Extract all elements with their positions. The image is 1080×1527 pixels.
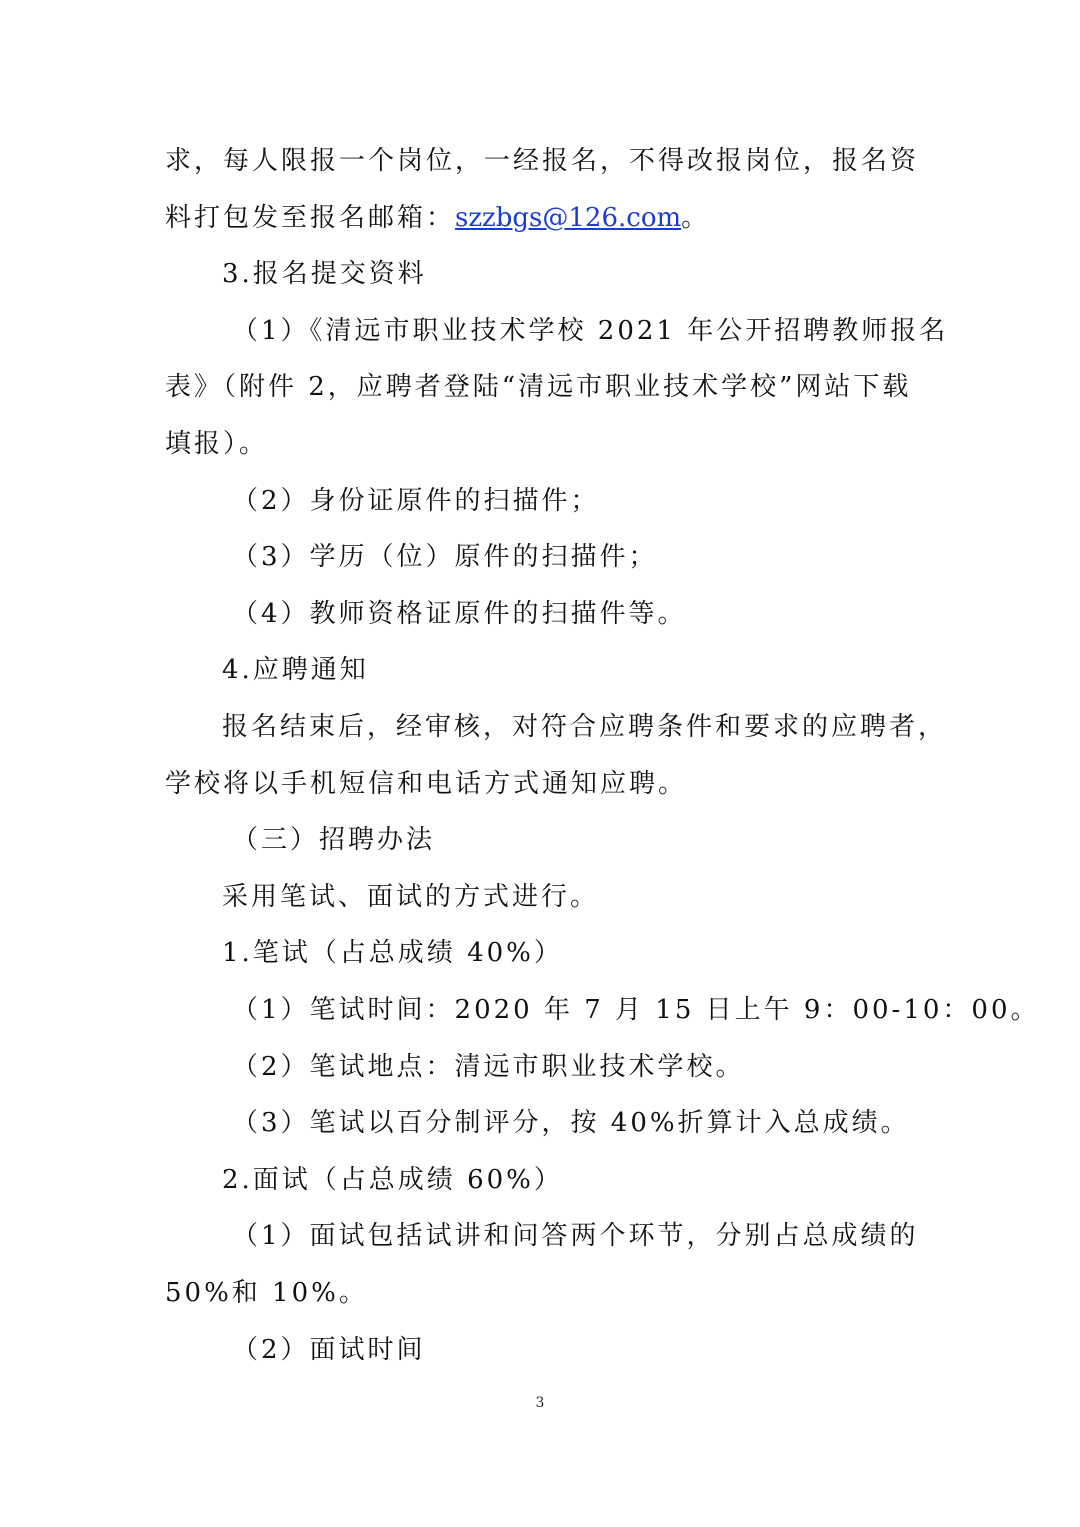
paragraph-line: 报名结束后，经审核，对符合应聘条件和要求的应聘者， — [222, 712, 948, 742]
email-label: 料打包发至报名邮箱： — [165, 203, 456, 233]
paragraph-line: 表》（附件 2，应聘者登陆“清远市职业技术学校”网站下载 — [165, 372, 912, 402]
list-item: （1）面试包括试讲和问答两个环节，分别占总成绩的 — [232, 1221, 919, 1251]
email-link[interactable]: szzbgs@126.com — [455, 203, 682, 233]
list-item: （2）身份证原件的扫描件； — [232, 486, 600, 516]
list-item: （2）笔试地点：清远市职业技术学校。 — [232, 1052, 745, 1082]
section-heading: 2.面试（占总成绩 60%） — [222, 1165, 563, 1195]
email-suffix: 。 — [681, 203, 711, 233]
paragraph-line: 学校将以手机短信和电话方式通知应聘。 — [165, 769, 688, 799]
list-item: （4）教师资格证原件的扫描件等。 — [232, 599, 687, 629]
section-heading: 3.报名提交资料 — [222, 259, 427, 289]
paragraph-line: 求，每人限报一个岗位，一经报名，不得改报岗位，报名资 — [165, 146, 920, 176]
paragraph-line: 50%和 10%。 — [165, 1278, 368, 1308]
list-item: （2）面试时间 — [232, 1335, 426, 1365]
page-number: 3 — [535, 1395, 545, 1411]
section-heading: 1.笔试（占总成绩 40%） — [222, 938, 563, 968]
paragraph-line — [0, 201, 1080, 235]
paragraph-line: （1）《清远市职业技术学校 2021 年公开招聘教师报名 — [232, 316, 949, 346]
paragraph-line: 填报）。 — [165, 429, 269, 459]
section-heading: （三）招聘办法 — [232, 825, 436, 855]
paragraph-line: 采用笔试、面试的方式进行。 — [222, 882, 600, 912]
list-item: （3）笔试以百分制评分，按 40%折算计入总成绩。 — [232, 1108, 910, 1138]
section-heading: 4.应聘通知 — [222, 655, 369, 685]
list-item: （1）笔试时间：2020 年 7 月 15 日上午 9：00-10：00。 — [232, 995, 1040, 1025]
list-item: （3）学历（位）原件的扫描件； — [232, 542, 658, 572]
